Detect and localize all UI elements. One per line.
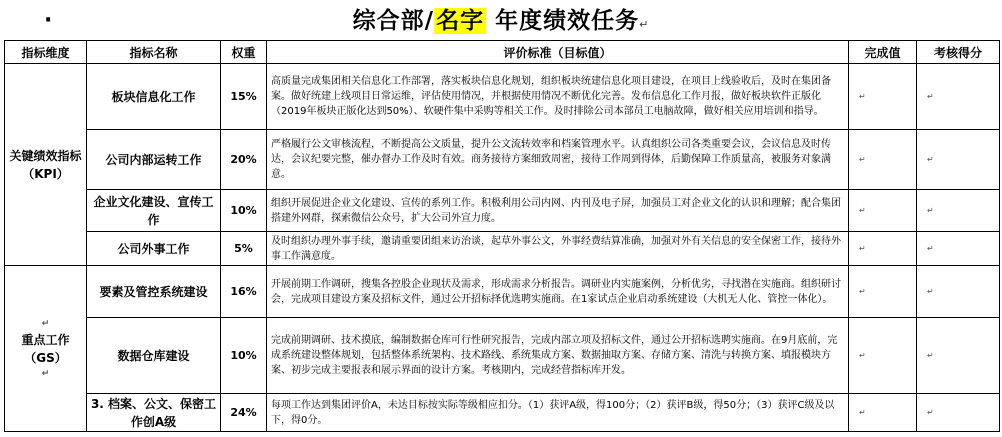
score-cell[interactable] [917,266,1000,318]
table-row [5,394,1000,432]
paragraph-mark: ↵ [927,244,934,253]
paragraph-mark: ↵ [41,368,50,379]
indicator-weight: 5% [221,232,267,266]
dimension-kpi: 关键绩效指标（KPI） [5,64,87,266]
indicator-criteria: 开展前期工作调研，搜集各控股企业现状及需求，形成需求分析报告。调研业内实施案例，分析优劣，寻找潜在实施商。组织研讨会，完成项目建设方案及招标文件，通过公开招标择优选聘实施商。在1家试点企业启动系统建设（大机无人化、管控一体化）。 [267,266,849,318]
score-cell[interactable] [917,394,1000,432]
paragraph-mark: ↵ [927,408,934,417]
table-row [5,64,1000,130]
indicator-criteria: 组织开展促进企业文化建设、宣传的系列工作。积极利用公司内网、内刊及电子屏，加强员工对企业文化的认识和理解；配合集团搭建外网群，探索微信公众号，扩大公司外宣力度。 [267,190,849,232]
indicator-weight: 24% [221,394,267,432]
score-cell[interactable] [917,318,1000,394]
paragraph-mark: ↵ [859,408,866,417]
indicator-name: 3. 档案、公文、保密工作创A级 [87,394,221,432]
paragraph-mark: ↵ [927,155,934,164]
paragraph-mark: ↵ [859,206,866,215]
title-highlight-name: 名字 [436,8,485,34]
title-suffix: 年度绩效任务 [486,8,640,34]
indicator-weight: 16% [221,266,267,318]
indicator-weight: 10% [221,190,267,232]
indicator-name: 要素及管控系统建设 [87,266,221,318]
header-criteria: 评价标准（目标值） [267,41,849,64]
indicator-name: 板块信息化工作 [87,64,221,130]
completed-value-cell[interactable] [849,190,917,232]
paragraph-mark: ↵ [639,18,650,31]
indicator-weight: 20% [221,130,267,190]
header-weight: 权重 [221,41,267,64]
completed-value-cell[interactable] [849,232,917,266]
paragraph-mark: ↵ [927,206,934,215]
table-row [5,130,1000,190]
header-completed-value: 完成值 [849,41,917,64]
completed-value-cell[interactable] [849,266,917,318]
table-row [5,266,1000,318]
table-row [5,232,1000,266]
paragraph-mark: ↵ [927,92,934,101]
paragraph-mark: ↵ [859,155,866,164]
paragraph-mark: ↵ [859,351,866,360]
score-cell[interactable] [917,232,1000,266]
paragraph-mark: ↵ [859,287,866,296]
indicator-criteria: 高质量完成集团相关信息化工作部署，落实板块信息化规划，组织板块统建信息化项目建设，在项目上线验收后，及时在集团备案。做好统建上线项目日常运维，评估使用情况，并根据使用情况不断优化完善。发布信息化工作月报，做好板块软件正版化（2019年板块正版化达到50%）、软硬件集中采购等相关工作。及时排除公司本部员工电脑故障，做好相关应用培训和指导。 [267,64,849,130]
indicator-weight: 15% [221,64,267,130]
paragraph-mark: ↵ [859,92,866,101]
indicator-name: 公司内部运转工作 [87,130,221,190]
header-score: 考核得分 [917,41,1000,64]
dimension-gs-label: 重点工作（GS） [21,332,70,365]
score-cell[interactable] [917,190,1000,232]
header-row [5,41,1000,64]
score-cell[interactable] [917,130,1000,190]
bullet-mark: · [44,8,53,33]
header-dimension: 指标维度 [5,41,87,64]
indicator-name: 企业文化建设、宣传工作 [87,190,221,232]
indicator-criteria: 每项工作达到集团评价A，未达目标按实际等级相应扣分。（1）获评A级，得100分；（2）获评B级，得50分；（3）获评C级及以下，得0分。 [267,394,849,432]
paragraph-mark: ↵ [927,287,934,296]
dimension-gs [5,266,87,432]
score-cell[interactable] [917,64,1000,130]
indicator-weight: 10% [221,318,267,394]
indicator-criteria: 完成前期调研、技术摸底，编制数据仓库可行性研究报告，完成内部立项及招标文件，通过公开招标选聘实施商。在9月底前，完成系统建设整体规划，包括整体系统架构、技术路线、系统集成方案、数据抽取方案、存储方案、清洗与转换方案、填报模块方案、初步完成主要报表和展示界面的设计方案。考核期内，完成经营指标库开发。 [267,318,849,394]
table-row [5,318,1000,394]
indicator-criteria: 及时组织办理外事手续，邀请重要团组来访治谈，起草外事公文，外事经费结算准确，加强对外有关信息的安全保密工作，接待外事工作满意度。 [267,232,849,266]
completed-value-cell[interactable] [849,394,917,432]
paragraph-mark: ↵ [41,318,50,329]
indicator-criteria: 严格履行公文审核流程，不断提高公文质量，提升公文流转效率和档案管理水平。认真组织公司各类重要会议，会议信息及时传达，会议纪要完整，催办督办工作及时有效。商务接待方案细致周密，接待工作周到得体，后勤保障工作质量高，被服务对象满意。 [267,130,849,190]
completed-value-cell[interactable] [849,318,917,394]
title-prefix: 综合部/ [352,8,435,34]
paragraph-mark: ↵ [859,244,866,253]
paragraph-mark: ↵ [927,351,934,360]
indicator-name: 数据仓库建设 [87,318,221,394]
indicator-name: 公司外事工作 [87,232,221,266]
performance-table [4,40,1000,432]
header-indicator-name: 指标名称 [87,41,221,64]
table-row [5,190,1000,232]
page-title [0,2,1002,35]
completed-value-cell[interactable] [849,64,917,130]
completed-value-cell[interactable] [849,130,917,190]
